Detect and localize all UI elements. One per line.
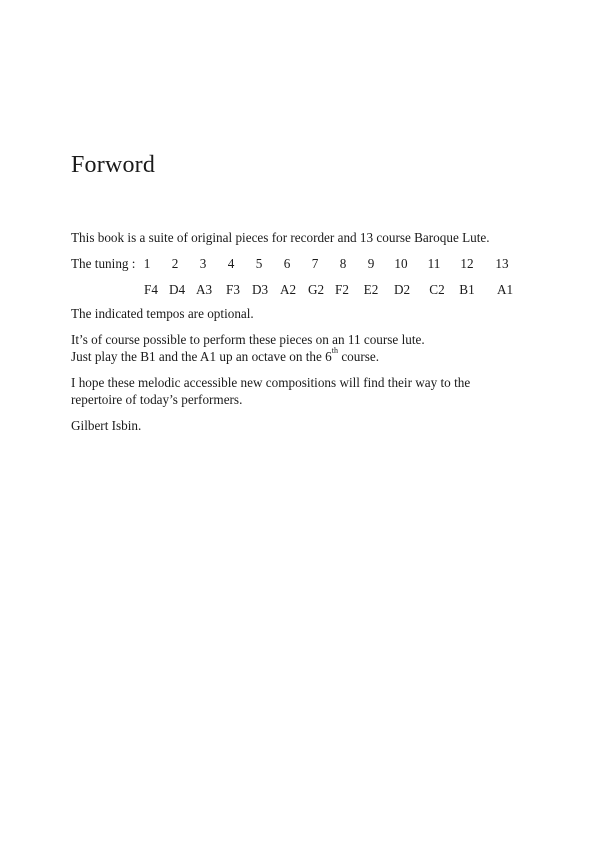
course-note: C2 (429, 282, 445, 297)
course-number: 3 (199, 256, 207, 271)
course-note: G2 (307, 282, 325, 297)
lute11-line2-text: Just play the B1 and the A1 up an octave on the 6 (71, 349, 332, 364)
course-number: 8 (339, 256, 347, 271)
course-number: 13 (495, 256, 509, 271)
course-number: 4 (227, 256, 235, 271)
course-number: 5 (255, 256, 263, 271)
tempos-paragraph: The indicated tempos are optional. (71, 306, 254, 321)
course-number: 2 (171, 256, 179, 271)
course-note: D3 (251, 282, 269, 297)
course-note: A3 (195, 282, 213, 297)
lute11-line2-end: course. (338, 349, 380, 364)
intro-paragraph: This book is a suite of original pieces for recorder and 13 course Baroque Lute. (71, 230, 490, 245)
course-number: 6 (283, 256, 291, 271)
course-number: 12 (460, 256, 474, 271)
course-note: D2 (393, 282, 411, 297)
tuning-label: The tuning : (71, 256, 136, 271)
lute11-paragraph-line1: It’s of course possible to perform these pieces on an 11 course lute. (71, 332, 425, 347)
course-number: 10 (394, 256, 408, 271)
course-number: 9 (367, 256, 375, 271)
course-note: B1 (459, 282, 475, 297)
course-note: A1 (496, 282, 514, 297)
course-note: F2 (335, 282, 349, 297)
ordinal-superscript: th (331, 346, 339, 355)
course-number: 11 (427, 256, 441, 271)
course-number: 7 (311, 256, 319, 271)
hope-paragraph-line1: I hope these melodic accessible new compositions will find their way to the (71, 375, 471, 390)
course-note: F4 (144, 282, 158, 297)
signature: Gilbert Isbin. (71, 418, 142, 433)
course-note: F3 (226, 282, 240, 297)
hope-paragraph-line2: repertoire of today’s performers. (71, 392, 243, 407)
lute11-paragraph-line2 (71, 348, 379, 365)
page-title: Forword (71, 152, 156, 178)
course-note: A2 (279, 282, 297, 297)
course-note: D4 (168, 282, 186, 297)
course-number: 1 (143, 256, 151, 271)
course-note: E2 (363, 282, 379, 297)
